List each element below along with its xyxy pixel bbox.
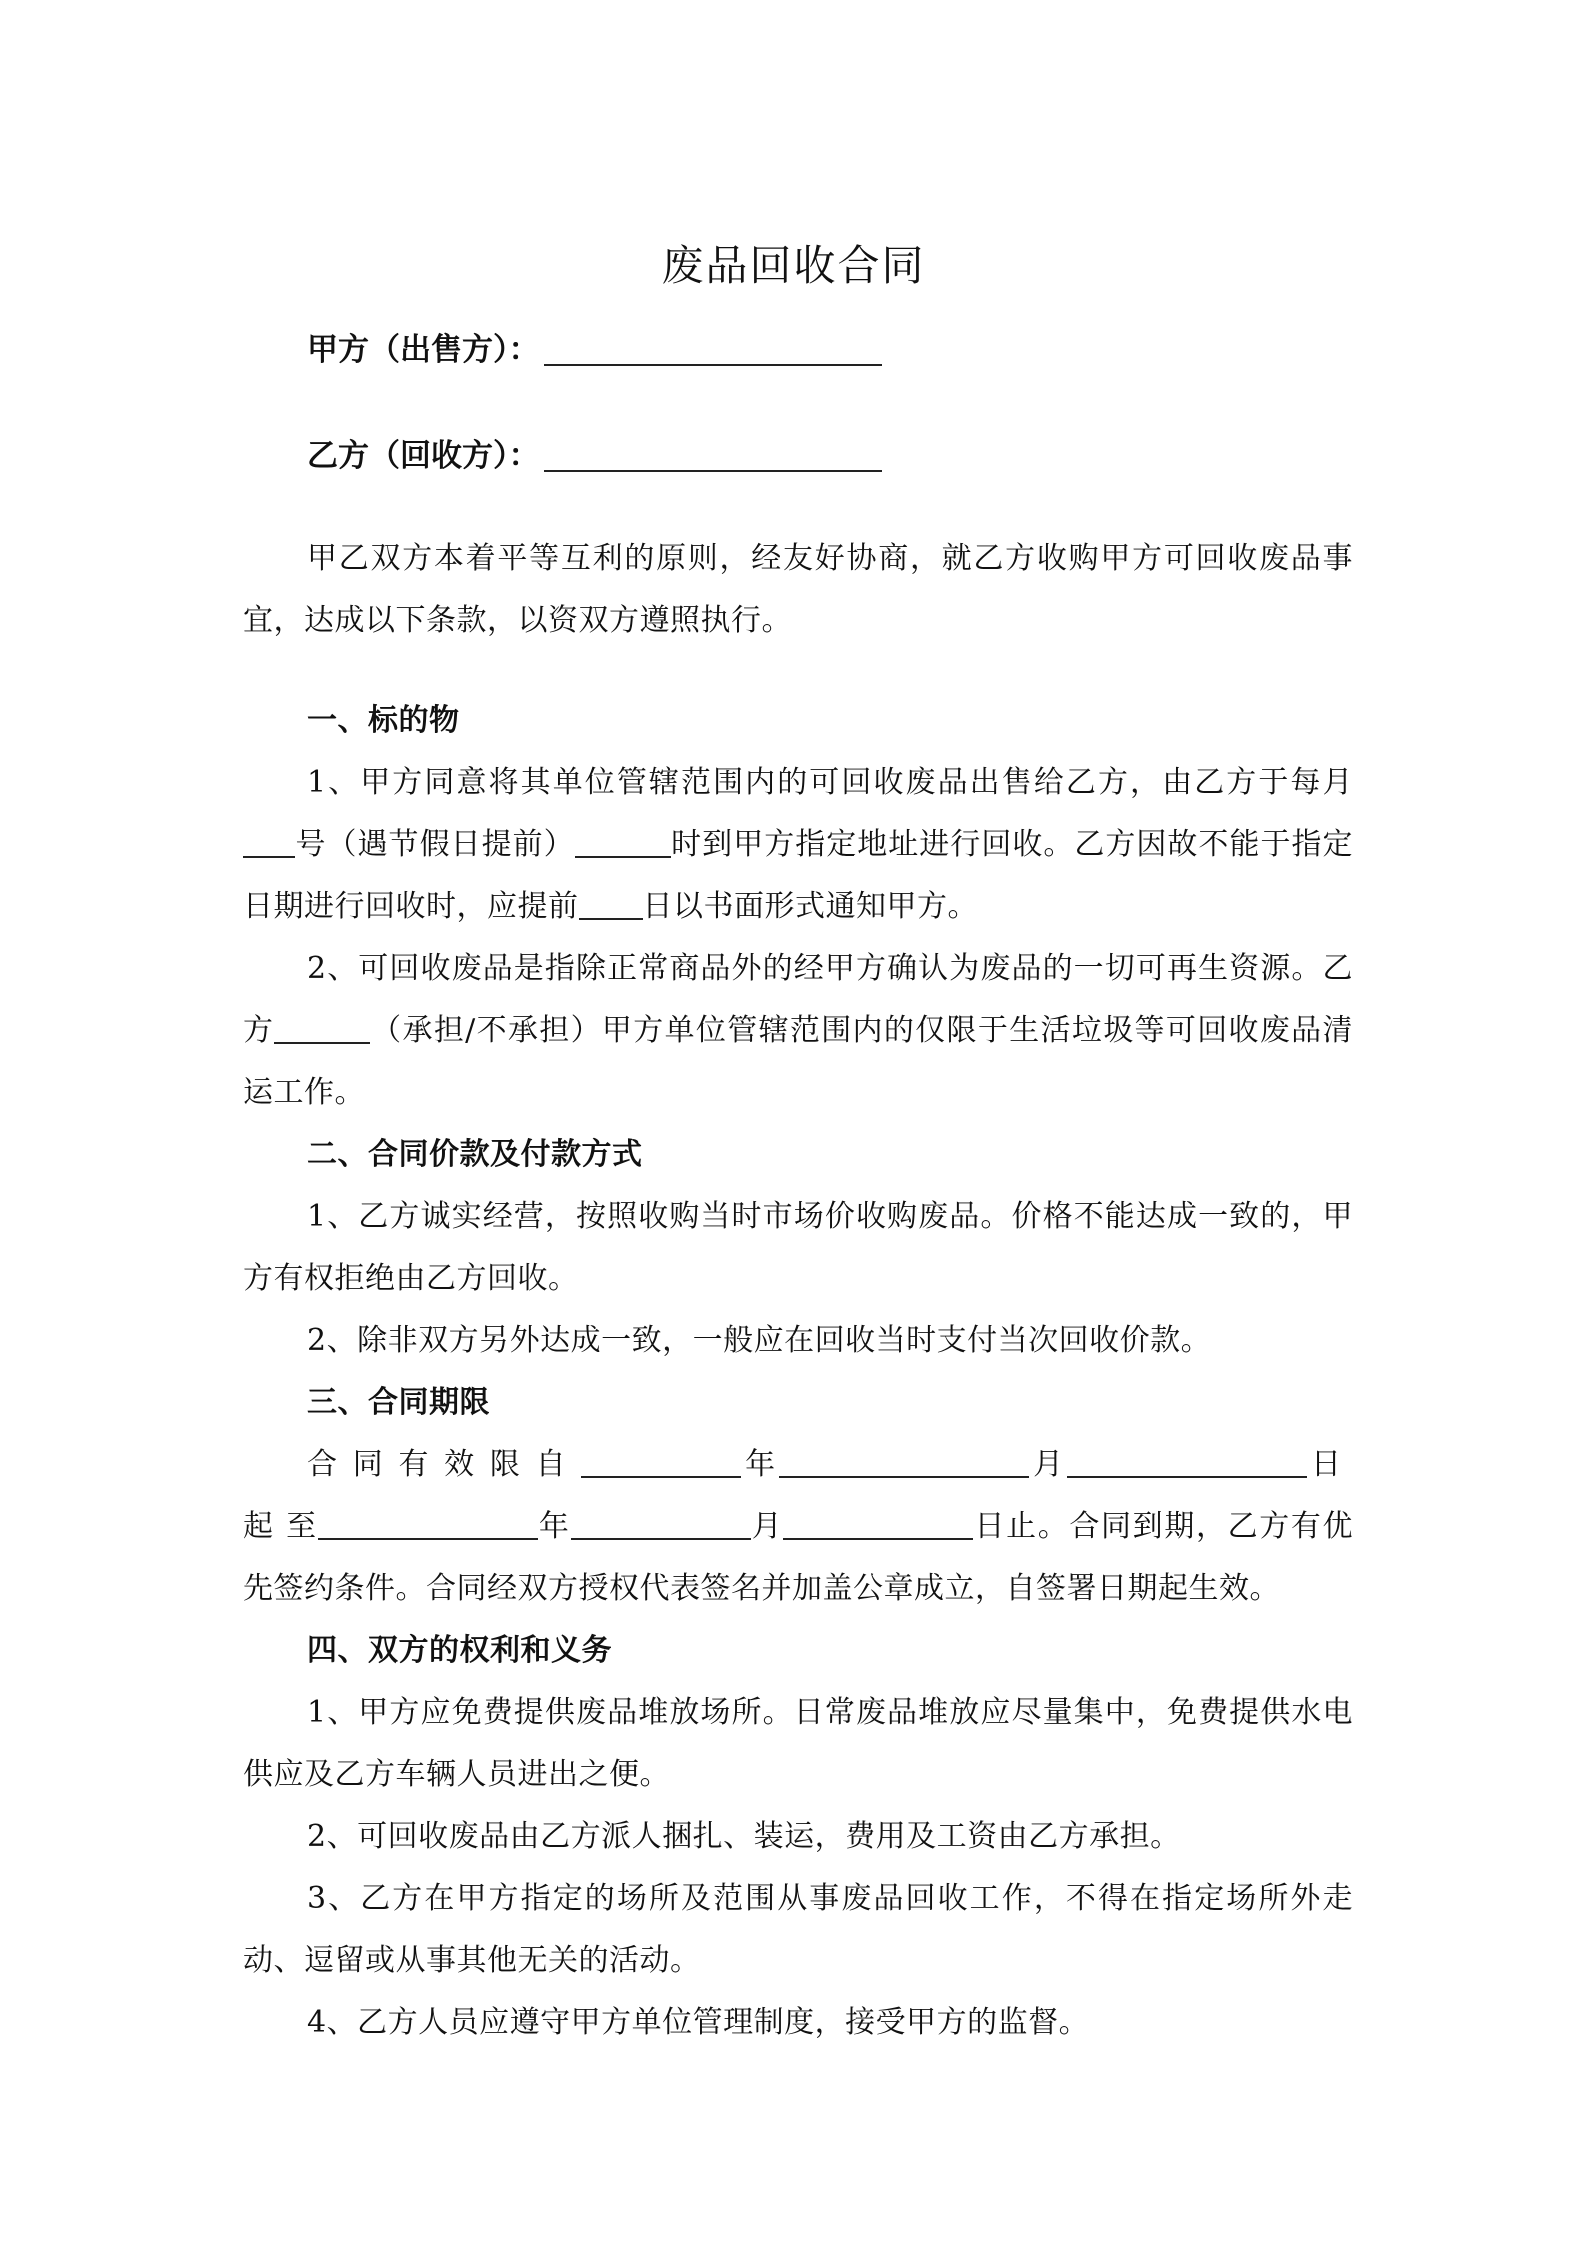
section-1-clause-1 [243,752,1353,938]
start-year-blank[interactable] [581,1450,741,1478]
party-b-blank[interactable] [544,440,882,472]
party-a-blank[interactable] [544,334,882,366]
intro-paragraph: 甲乙双方本着平等互利的原则，经友好协商，就乙方收购甲方可回收废品事宜，达成以下条款，以资双方遵照执行。 [243,541,1353,638]
contract-body [243,528,1353,2054]
section-4-clause-4: 4、乙方人员应遵守甲方单位管理制度，接受甲方的监督。 [307,2005,1090,2040]
day-from-label: 日起 [243,1447,1354,1544]
end-day-blank[interactable] [783,1512,973,1540]
start-month-blank[interactable] [779,1450,1029,1478]
section-4-clause-3: 3、乙方在甲方指定的场所及范围从事废品回收工作，不得在指定场所外走动、逗留或从事其他无关的活动。 [243,1881,1353,1978]
clause-text: 1、甲方同意将其单位管辖范围内的可回收废品出售给乙方，由乙方于每月 [307,765,1353,800]
end-year-blank[interactable] [318,1512,538,1540]
clause-text: 合同有效限自 [307,1447,582,1482]
month-label: 月 [1029,1447,1068,1482]
party-b-label: 乙方（回收方）： [307,438,540,474]
notice-days-blank[interactable] [579,892,643,920]
spacer [243,652,1353,690]
section-1-clause-2 [243,938,1353,1124]
undertake-blank[interactable] [274,1016,370,1044]
clause-text: 日以书面形式通知甲方。 [642,889,978,924]
party-a-line [307,326,882,374]
start-day-blank[interactable] [1067,1450,1307,1478]
section-4-clause-1: 1、甲方应免费提供废品堆放场所。日常废品堆放应尽量集中，免费提供水电供应及乙方车辆人员进出之便。 [243,1695,1353,1792]
hour-blank[interactable] [575,830,671,858]
section-3-clause-1 [243,1434,1353,1620]
section-3-heading: 三、合同期限 [307,1385,490,1420]
to-label: 至 [286,1509,318,1544]
section-4-clause-2: 2、可回收废品由乙方派人捆扎、装运，费用及工资由乙方承担。 [307,1819,1181,1854]
clause-text: （承担/不承担）甲方单位管辖范围内的仅限于生活垃圾等可回收废品清运工作。 [243,1013,1354,1110]
party-a-label: 甲方（出售方）： [307,332,540,368]
clause-text: 日止。合同到期，乙方有优先签约条件。合同经双方授权代表签名并加盖公章成立，自签署日期起生效。 [243,1509,1354,1606]
party-b-line [307,432,882,480]
year-label: 年 [741,1447,780,1482]
end-month-blank[interactable] [571,1512,751,1540]
month-label: 月 [750,1509,784,1544]
document-title: 废品回收合同 [661,241,926,290]
clause-text: 号（遇节假日提前） [295,827,575,862]
section-2-heading: 二、合同价款及付款方式 [307,1137,643,1172]
year-label: 年 [537,1509,571,1544]
clause-text: 时到甲方指定地址进行回收。乙方因故不能于指定日期进行回收时，应提前 [243,827,1353,924]
section-2-clause-1: 1、乙方诚实经营，按照收购当时市场价收购废品。价格不能达成一致的，甲方有权拒绝由乙方回收。 [243,1199,1353,1296]
clause-text: 2、可回收废品是指除正常商品外的经甲方确认为废品的一切可再生资源。乙方 [243,951,1353,1048]
section-2-clause-2: 2、除非双方另外达成一致，一般应在回收当时支付当次回收价款。 [307,1323,1212,1358]
day-of-month-blank[interactable] [243,830,295,858]
section-1-heading: 一、标的物 [307,703,460,738]
section-4-heading: 四、双方的权利和义务 [307,1633,612,1668]
